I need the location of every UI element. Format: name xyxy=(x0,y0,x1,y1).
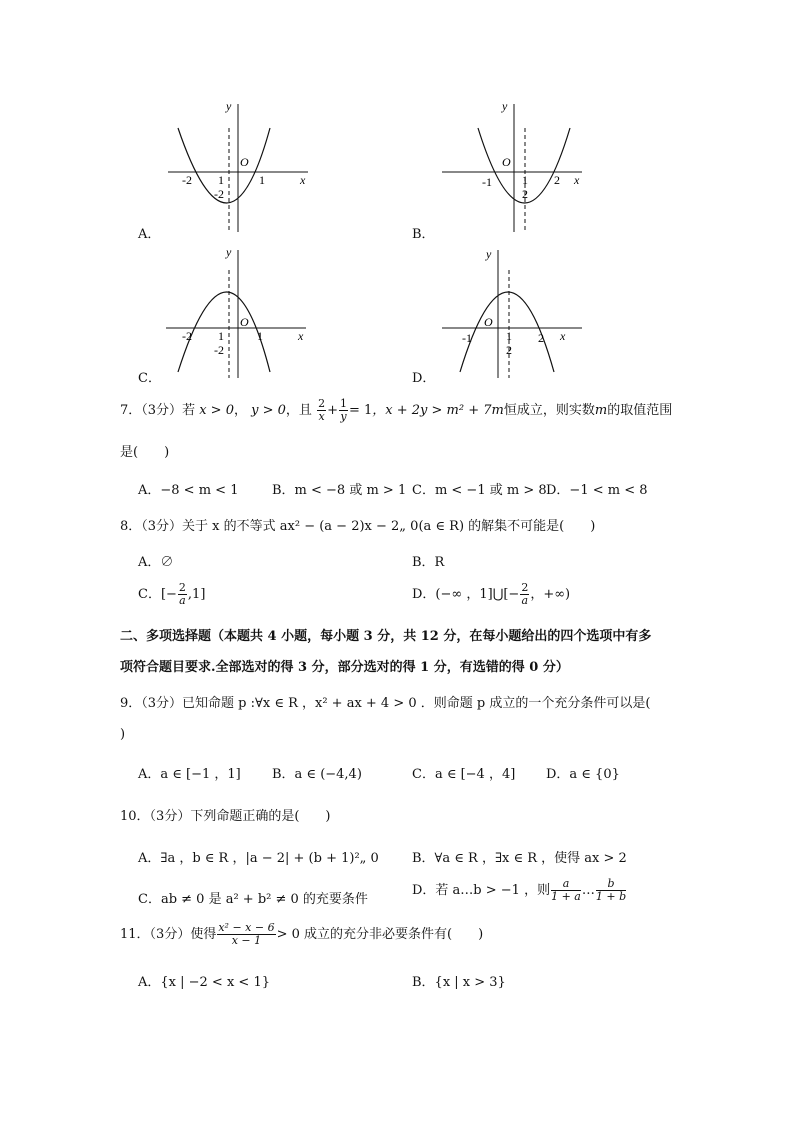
svg-text:1: 1 xyxy=(257,329,263,343)
section-2-heading-line2: 项符合题目要求.全部选对的得 3 分，部分选对的得 1 分，有选错的得 0 分） xyxy=(120,660,569,675)
q7-fraction-1 xyxy=(317,398,326,423)
q7-frac1-num: 2 xyxy=(318,397,326,410)
graph-option-d xyxy=(436,242,596,382)
q8-optc-frac xyxy=(178,582,187,607)
svg-text:1: 1 xyxy=(218,329,224,343)
question-10: 10．（3分）下列命题正确的是( ) xyxy=(120,809,331,824)
q11-post: > 0 成立的充分非必要条件有( ) xyxy=(276,927,484,942)
q8-option-c xyxy=(138,582,205,607)
svg-text:1: 1 xyxy=(218,173,224,187)
question-11 xyxy=(120,922,483,947)
question-7 xyxy=(120,398,672,423)
svg-text:-2: -2 xyxy=(182,329,192,343)
svg-text:2: 2 xyxy=(522,187,528,201)
q10-optd-f1-num: a xyxy=(551,878,581,891)
q7-text-b: ，且 xyxy=(285,403,312,418)
q8-optd-frac xyxy=(520,582,529,607)
graph-option-c xyxy=(160,242,320,382)
q10-option-b: B．∀a ∈ R ，∃x ∈ R ，使得 ax > 2 xyxy=(412,851,627,866)
q7-eq: = 1 xyxy=(348,403,373,418)
q7-sep1: ， xyxy=(233,403,247,418)
q7-score: （3分） xyxy=(141,403,183,418)
svg-text:x: x xyxy=(300,173,306,187)
graph-a-label: A． xyxy=(138,227,161,242)
svg-text:-1: -1 xyxy=(482,175,492,189)
graph-option-a xyxy=(160,98,320,238)
q10-optd-pre: D．若 a…b > −1 ，则 xyxy=(412,883,551,898)
graph-option-b xyxy=(436,98,596,238)
q10-option-a: A．∃a ，b ∈ R ，|a − 2| + (b + 1)²„ 0 xyxy=(138,851,379,866)
q7-line2: 是( ) xyxy=(120,445,170,460)
q10-optd-frac1 xyxy=(551,878,581,903)
q8-optc-pre: C．[− xyxy=(138,587,177,602)
q7-number: 7． xyxy=(120,403,142,418)
svg-text:x: x xyxy=(560,329,566,343)
q11-num: x² − x − 6 xyxy=(218,921,275,934)
svg-text:-2: -2 xyxy=(214,187,224,201)
question-9-line2: ) xyxy=(120,727,126,742)
graph-c-label: C． xyxy=(138,371,161,386)
q8-option-b: B．R xyxy=(412,555,445,570)
q7-text-d: 的取值范围 xyxy=(607,403,673,418)
q7-frac2-den: y xyxy=(340,410,347,423)
graph-b-label: B． xyxy=(412,227,435,242)
q11-pre: 11．（3分）使得 xyxy=(120,927,217,942)
q8-optc-den: a xyxy=(179,594,186,607)
q7-option-d: D．−1 < m < 8 xyxy=(546,483,648,498)
svg-text:1: 1 xyxy=(522,173,528,187)
q11-option-b: B．{x | x > 3} xyxy=(412,975,506,990)
q7-option-c: C．m < −1 或 m > 8 xyxy=(412,483,547,498)
svg-text:O: O xyxy=(502,155,511,169)
svg-text:y: y xyxy=(226,245,232,259)
q9-option-a: A．a ∈ [−1 ，1] xyxy=(138,767,241,782)
q7-plus: + xyxy=(327,403,338,418)
svg-text:O: O xyxy=(240,315,249,329)
q7-option-a: A．−8 < m < 1 xyxy=(138,483,239,498)
svg-text:x: x xyxy=(574,173,580,187)
svg-text:2: 2 xyxy=(554,173,560,187)
q7-m: m xyxy=(594,403,608,418)
svg-text:y: y xyxy=(486,247,492,261)
q10-optd-frac2 xyxy=(596,878,626,903)
q7-text-a: 若 xyxy=(182,403,196,418)
q8-optd-pre: D．(−∞ ，1]⋃[− xyxy=(412,587,520,602)
svg-text:O: O xyxy=(484,315,493,329)
q11-den: x − 1 xyxy=(231,934,262,947)
graph-d-label: D． xyxy=(412,371,436,386)
q10-option-c: C．ab ≠ 0 是 a² + b² ≠ 0 的充要条件 xyxy=(138,892,368,907)
svg-text:2: 2 xyxy=(538,331,544,345)
q11-option-a: A．{x | −2 < x < 1} xyxy=(138,975,270,990)
q10-option-d xyxy=(412,878,627,903)
q8-option-a: A．∅ xyxy=(138,555,174,570)
q7-cond1: x > 0 xyxy=(199,403,234,418)
q10-optd-f2-den: 1 + b xyxy=(595,890,627,903)
q8-optd-num: 2 xyxy=(521,581,529,594)
q8-optc-post: ,1] xyxy=(187,587,206,602)
section-2-heading-line1: 二、多项选择题（本题共 4 小题，每小题 3 分，共 12 分，在每小题给出的四个选项中有多 xyxy=(120,629,652,644)
svg-text:-1: -1 xyxy=(462,331,472,345)
svg-text:1: 1 xyxy=(259,173,265,187)
question-8: 8．（3分）关于 x 的不等式 ax² − (a − 2)x − 2„ 0(a ∈ R) 的解集不可能是( ) xyxy=(120,519,596,534)
q7-fraction-2 xyxy=(339,398,348,423)
q11-frac xyxy=(217,922,275,947)
svg-text:O: O xyxy=(240,155,249,169)
svg-text:1: 1 xyxy=(506,329,512,343)
q7-cond2: y > 0 xyxy=(251,403,286,418)
svg-text:y: y xyxy=(502,99,508,113)
q10-optd-f2-num: b xyxy=(596,878,626,891)
svg-text:x: x xyxy=(298,329,304,343)
svg-text:-2: -2 xyxy=(214,343,224,357)
q9-option-c: C．a ∈ [−4 ，4] xyxy=(412,767,516,782)
svg-text:y: y xyxy=(226,99,232,113)
q8-optd-den: a xyxy=(521,594,529,607)
q7-frac2-num: 1 xyxy=(339,397,347,410)
q8-option-d xyxy=(412,582,570,607)
svg-text:-2: -2 xyxy=(182,173,192,187)
q7-option-b: B．m < −8 或 m > 1 xyxy=(272,483,407,498)
q10-optd-mid: … xyxy=(581,883,595,898)
q8-optd-post: ，+∞) xyxy=(530,587,571,602)
q7-inequality: ，x + 2y > m² + 7m xyxy=(372,403,504,418)
question-9: 9．（3分）已知命题 p :∀x ∈ R ，x² + ax + 4 > 0 ．则命题 p 成立的一个充分条件可以是( xyxy=(120,696,651,711)
q7-text-c: 恒成立，则实数 xyxy=(503,403,595,418)
q8-optc-num: 2 xyxy=(178,581,186,594)
q7-frac1-den: x xyxy=(318,410,325,423)
q9-option-b: B．a ∈ (−4,4) xyxy=(272,767,362,782)
svg-text:2: 2 xyxy=(506,343,512,357)
q9-option-d: D．a ∈ {0} xyxy=(546,767,620,782)
q10-optd-f1-den: 1 + a xyxy=(551,890,581,903)
